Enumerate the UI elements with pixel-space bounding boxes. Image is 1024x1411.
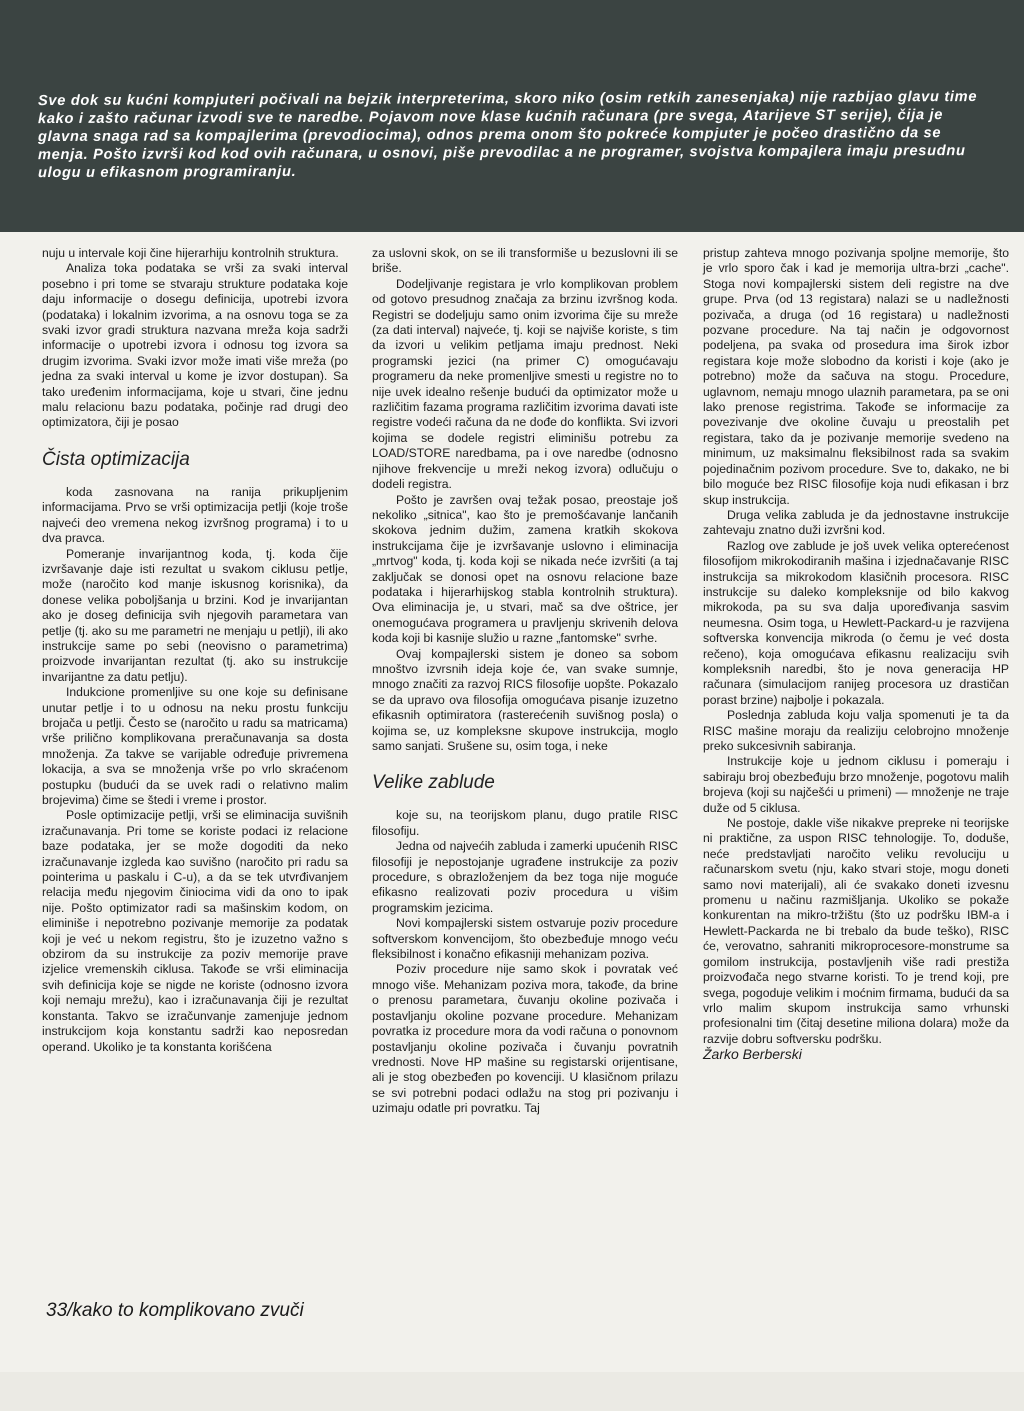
author-signature: Žarko Berberski [703,1046,802,1063]
paragraph: Indukcione promenljive su one koje su definisane unutar petlje i to u odnosu na neku prostu funkciju brojača u petlji. Često se (naročito u radu sa matricama) vrše prilično komplikovana preračunavanja sa dosta množenja. Za takve se varijable određuje privremena lokacija, a sva se množenja vrše po vrlo skraćenom postupku (budući da se uvek radi o relativno malim brojevima) čime se štedi i vreme i prostor. [42,685,348,807]
paragraph: Jedna od najvećih zabluda i zamerki upućenih RISC filosofiji je nepostojanje ugrađene instrukcije za poziv procedure, s obrazloženjem da bez toga nije moguće efikasno realizovati poziv procedura u višim programskim jezicima. [372,839,678,915]
column-1 [42,246,348,1055]
intro-paragraph: Sve dok su kućni kompjuteri počivali na bejzik interpreterima, skoro niko (osim retkih zanesenjaka) nije razbijao glavu time kako i zašto računar izvodi sve te naredbe. Pojavom nove klase kućnih računara (pre svega, Atarijeve ST serije), čija je glavna snaga rad sa kompajlerima (prevodiocima), odnos prema onom što pokreće kompjuter je počeo drastično da se menja. Pošto izvrši kod kod ovih računara, u osnovi, piše prevodilac a ne programer, svojstva kompajlera imaju presudnu ulogu u efikasnom programiranju. [38,88,978,182]
page-bottom-margin [0,1372,1024,1411]
paragraph: Posle optimizacije petlji, vrši se eliminacija suvišnih izračunavanja. Pri tome se koriste podaci iz relacione baze podataka, jer se može dogoditi da neko izračunavanje izgleda kao suvišno (naročito pri radu sa pointerima u paskalu i C-u), a da se tek utvrđivanjem relacija među njegovim činiocima vidi da ono to ipak nije. Pošto optimizator radi sa mašinskim kodom, on eliminiše i nepotrebno pozivanje memorije za podatak koji je već u nekom registru, što je izuzetno važno s obzirom da su instrukcije za poziv memorije prave izjelice vremenskih ciklusa. Takođe se vrši eliminacija svih definicija koje se nigde ne koriste (odnosno izvora koji nemaju mrežu), kao i izračunavanja čiji je rezultat konstanta. Takvo se izračunvanje zamenjuje jednom instrukcijom koja konstantu sadrži kao neposredan operand. Ukoliko je ta konstanta korišćena [42,808,348,1054]
paragraph: pristup zahteva mnogo pozivanja spoljne memorije, što je vrlo sporo čak i kad je memorija ultra-brzi „cache". Stoga novi kompajlerski sistem deli registre na dve grupe. Prva (od 13 registara) nalazi se u nadležnosti pozivača, a druga (od 16 registara) u nadležnosti pozvane procedure. Na taj način je odgovornost podeljena, pa svaka od prosedura ima širok izbor registara koje može slobodno da koristi i koje (ako je potrebno) može da sačuva na stogu. Procedure, uglavnom, nemaju mnogo ulaznih parametara, pa se oni lako prenose registrima. Takođe se informacije za povezivanje dve okoline čuvaju u preostalih pet registara, tako da je pozivanje memorije svedeno na minimum, uz maksimalnu fleksibilnost rada sa svakim pojedinačnim pozivom procedure. Sve to, dakako, ne bi bilo moguće bez RISC filosofije koja nudi efikasan i brz skup instrukcija. [703,246,1009,507]
paragraph: Ovaj kompajlerski sistem je doneo sa sobom mnoštvo izvrsnih ideja koje će, van svake sumnje, mnogo značiti za razvoj RICS filosofije uopšte. Pokazalo se da upravo ova filosofija omogućava pisanje izuzetno efikasnih optimiratora (rasterećenih suvišnog posla) o kojima se, uz kompleksne skupove instrukcija, moglo samo sanjati. Srušene su, osim toga, i neke [372,646,678,753]
paragraph: Dodeljivanje registara je vrlo komplikovan problem od gotovo presudnog značaja za brzinu izvršnog koda. Registri se dodeljuju samo onim izvorima čije su mreže (za dati interval) najveće, tj. koji se najviše koriste, s tim da izvori u velikim petljama imaju prednost. Neki programski jezici (na primer C) omogućavaju programeru da neke promenljive smesti u registre no to nije uvek idealno rešenje budući da optimizator može u različitim fazama programa različitim izvorima davati iste registre vodeći računa da ne dođe do konflikta. Svi izvori kojima se dodele registri eliminišu potrebu za LOAD/STORE naredbama, pa i ove naredbe (odnosno njihove frekvencije u mreži nekog izvora) odlučuju o dodeli registra. [372,276,678,492]
paragraph: koda zasnovana na ranija prikupljenim informacijama. Prvo se vrši optimizacija petlji (koje troše najveći deo vremena nekog izvršnog programa) i to u dva pravca. [42,484,348,546]
paragraph: Poslednja zabluda koju valja spomenuti je ta da RISC mašine moraju da realiziju celobrojno množenje preko sukcesivnih sabiranja. [703,708,1009,753]
paragraph: Razlog ove zablude je još uvek velika opterećenost filosofijom mikrokodiranih mašina i izjednačavanje RISC instrukcija sa mikrokodom klasičnih procesora. RISC instrukcije su daleko kompleksnije od bilo kakvog mikrokoda, pa su sva dalja upoređivanja sasvim neumesna. Osim toga, u Hewlett-Packard-u je razvijena softverska konvencija mikroda (o čemu je već dosta rečeno), koja omogućava efikasnu realizaciju svih kompleksnih naredbi, što je nova generacija HP računara (simulacijom ranijeg procesora uz drastičan porast brzine) najbolje i pokazala. [703,538,1009,707]
section-heading: Velike zablude [372,772,495,794]
paragraph: Druga velika zabluda je da jednostavne instrukcije zahtevaju znatno duži izvršni kod. [703,507,1009,538]
paragraph: nuju u intervale koji čine hijerarhiju kontrolnih struktura. [42,246,339,260]
paragraph: Pomeranje invarijantnog koda, tj. koda čije izvršavanje daje isti rezultat u svakom ciklusu petlje, može (naročito kod manje iskusnog korisnika), da donese velika poboljšanja u brzini. Kod je invarijantan ako je doseg definicija svih njegovih parametara van petlje (tj. ako su me parametri ne menjaju u petlji), ili ako instrukcije same po sebi (neovisno o parametrima) proizvode invarijantan rezultat (tj. ako su instrukcije invarijantne za datu petlju). [42,546,348,684]
paragraph: Instrukcije koje u jednom ciklusu i pomeraju i sabiraju broj obezbeđuju brzo množenje, pogotovu malih brojeva (koji su najčešći u primeni) — množenje ne traje duže od 5 ciklusa. [703,754,1009,815]
paragraph: Ne postoje, dakle više nikakve prepreke ni teorijske ni praktične, za uspon RISC tehnologije. To, doduše, neće predstavljati naročito veliku revoluciju u računarskom svetu (nju, kako stvari stoje, mogu doneti samo novi materijali), ali će svakako doneti izvesnu promenu u načinu razmišljanja. Ukoliko se pokaže konkurentan na mikro-tržištu (što uz podršku IBM-a i Hewlett-Packarda ne bi trebalo da bude teško), RISC će, verovatno, sahraniti mikroprocesore-monstrume sa gomilom instrukcija, postavljenih više radi prestiža proizvođača nego stvarne koristi. To je trend koji, pre svega, pogoduje velikim i moćnim firmama, budući da sa vrlo malim skupom instrukcija samo vrhunski profesionalni tim (čitaj desetine miliona dolara) može da razvije dobru softversku podršku. [703,816,1009,1046]
paragraph: Pošto je završen ovaj težak posao, preostaje još nekoliko „sitnica", kao što je premošćavanje lančanih skokova jednim dužim, zamena kratkih skokova instrukcijama čije je izvršavanje uslovno i eliminacija „mrtvog" koda, tj. koda koji se nikada neće izvršiti (a taj zaključak se donosi opet na osnovu relacione baze podataka i hijerarhijskog stabla kontrolnih struktura). Ova eliminacija je, u stvari, mač sa dve oštrice, jer onemogućava programera u pravljenju skrivenih delova koda koji bi kasnije služio u razne „fantomske" svrhe. [372,492,678,646]
section-heading: Čista optimizacija [42,448,190,470]
paragraph: Poziv procedure nije samo skok i povratak već mnogo više. Mehanizam poziva mora, takođe, da brine o prenosu parametara, čuvanju okoline pozivača i postavljanju okoline pozvane procedure. Mehanizam povratka iz procedure mora da vodi računa o ponovnom postavljanju okoline pozivača i čuvanju povratnih vrednosti. Nove HP mašine su registarski orijentisane, ali je stog obezbeđen po kovenciji. U klasičnom prilazu se svi potrebni podaci odlažu na stog pri pozivanju i uzimaju odatle pri povratku. Taj [372,962,678,1116]
paragraph: Analiza toka podataka se vrši za svaki interval posebno i pri tome se stvaraju strukture podataka koje daju informacije o dosegu definicija, upotrebi izvora (podataka) i lokalnim izvorima, a na osnovu toga se za svaki izvor gradi struktura nazvana mreža koja sadrži informacije o upotrebi izvora i odnosu tog izvora sa drugim izvorima. Svaki izvor može imati više mreža (po jedna za svaki interval u kome je izvor dostupan). Sa tako uređenim informacijama, koje u stvari, čine jednu malu relacionu bazu podataka, počinje rad drugi deo optimizatora, čiji je posao [42,261,348,430]
paragraph: koje su, na teorijskom planu, dugo pratile RISC filosofiju. [372,808,678,838]
paragraph: Novi kompajlerski sistem ostvaruje poziv procedure softverskom konvencijom, što obezbeđuje mnogo veću fleksibilnost i konačno efikasniji mehanizam poziva. [372,916,678,962]
paragraph: za uslovni skok, on se ili transformiše u bezuslovni ili se briše. [372,246,678,276]
page-footer: 33/kako to komplikovano zvuči [46,1300,304,1321]
column-3 [703,246,1009,1063]
column-2 [372,246,678,1117]
